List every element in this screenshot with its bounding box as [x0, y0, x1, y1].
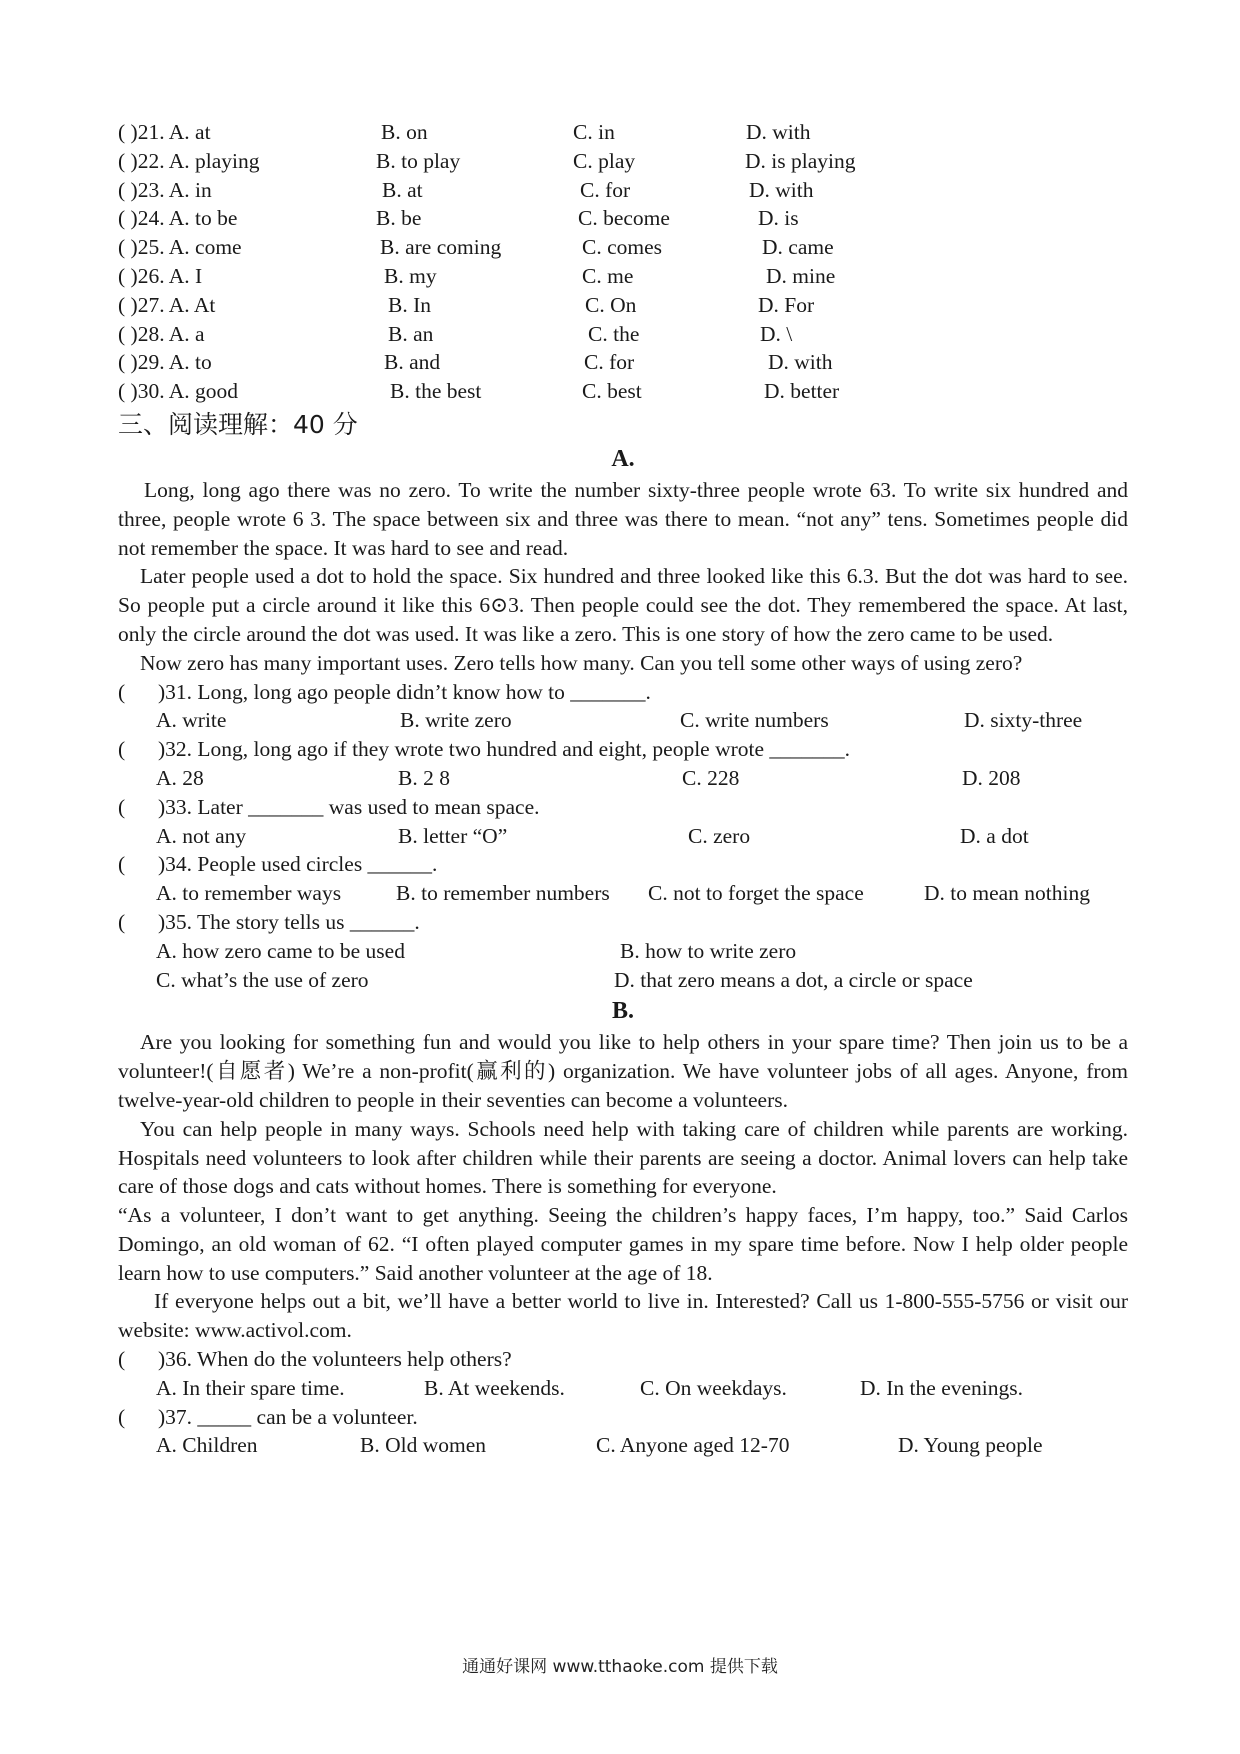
passage-a-paragraph-2: Later people used a dot to hold the space. Six hundred and three looked like this 6.3. But the dot was hard to see. So people put a circle around it like this 6⊙3. Then people could see the dot. They remembered the space. At last, only the circle around the dot was used. It was like a zero. This is one story of how the zero came to be used.	[118, 564, 1128, 646]
cloze-row-28: ( )28. A. a B. an C. the D. \	[118, 321, 793, 346]
question-37-options: A. Children B. Old women C. Anyone aged 12-70 D. Young people	[156, 1433, 1043, 1458]
passage-b-paragraph-1: Are you looking for something fun and would you like to help others in your spare time? Then join us to be a volunteer!(自愿者) We’re a non-profit(赢利的) organization. We have volunteer jobs of all ages. Anyone, from twelve-year-old children to people in their seventies can become a volunteers.	[118, 1030, 1128, 1112]
passage-a-title: A.	[611, 445, 635, 472]
question-33-options: A. not any B. letter “O” C. zero D. a dot	[156, 823, 1029, 848]
question-32-options: A. 28 B. 2 8 C. 228 D. 208	[156, 765, 1021, 790]
passage-b-paragraph-2: You can help people in many ways. Schools need help with taking care of children while parents are working. Hospitals need volunteers to look after children while their parents are seeing a doctor. Animal lovers can help take care of those dogs and cats without homes. There is something for everyone.	[118, 1116, 1128, 1199]
question-37: ( )37. _____ can be a volunteer.	[118, 1404, 418, 1429]
footer-watermark: 通通好课网 www.tthaoke.com 提供下载	[462, 1657, 778, 1677]
passage-b	[118, 994, 1128, 1460]
cloze-row-29: ( )29. A. to B. and C. for D. with	[118, 350, 833, 375]
question-34-options: A. to remember ways B. to remember numbers C. not to forget the space D. to mean nothing	[156, 881, 1091, 906]
passage-b-paragraph-3: “As a volunteer, I don’t want to get anything. Seeing the children’s happy faces, I’m happy, too.” Said Carlos Domingo, an old woman of 62. “I often played computer games in my spare time before. Now I help older people learn how to use computers.” Said another volunteer at the age of 18.	[118, 1203, 1128, 1285]
question-33: ( )33. Later _______ was used to mean space.	[118, 794, 540, 819]
exam-page	[118, 118, 1128, 1460]
cloze-row-23: ( )23. A. in B. at C. for D. with	[118, 177, 814, 202]
question-35: ( )35. The story tells us ______.	[118, 909, 420, 934]
cloze-row-22: ( )22. A. playing B. to play C. play D. is playing	[118, 148, 856, 173]
question-36-options: A. In their spare time. B. At weekends. C. On weekdays. D. In the evenings.	[156, 1375, 1024, 1400]
passage-a	[118, 442, 1128, 994]
cloze-row-26: ( )26. A. I B. my C. me D. mine	[118, 263, 836, 288]
question-31: ( )31. Long, long ago people didn’t know how to _______.	[118, 679, 651, 704]
cloze-row-25: ( )25. A. come B. are coming C. comes D. came	[118, 235, 834, 260]
cloze-options	[118, 118, 1128, 406]
cloze-row-27: ( )27. A. At B. In C. On D. For	[118, 292, 815, 317]
question-35-options-row-1: A. how zero came to be used B. how to write zero	[156, 938, 797, 963]
question-35-options-row-2: C. what’s the use of zero D. that zero means a dot, a circle or space	[156, 967, 973, 992]
cloze-row-30: ( )30. A. good B. the best C. best D. better	[118, 379, 840, 404]
question-31-options: A. write B. write zero C. write numbers D. sixty-three	[156, 708, 1083, 733]
passage-a-paragraph-3: Now zero has many important uses. Zero tells how many. Can you tell some other ways of using zero?	[140, 650, 1023, 675]
question-32: ( )32. Long, long ago if they wrote two hundred and eight, people wrote _______.	[118, 737, 851, 762]
question-34: ( )34. People used circles ______.	[118, 852, 438, 877]
passage-b-title: B.	[611, 998, 634, 1025]
passage-a-paragraph-1: Long, long ago there was no zero. To write the number sixty-three people wrote 63. To write six hundred and three, people wrote 6 3. The space between six and three was there to mean. “not any” tens. Sometimes people did not remember the space. It was hard to see and read.	[118, 477, 1128, 560]
passage-b-paragraph-4: If everyone helps out a bit, we’ll have a better world to live in. Interested? Call us 1-800-555-5756 or visit our website: www.activol.com.	[118, 1289, 1128, 1343]
cloze-row-24: ( )24. A. to be B. be C. become D. is	[118, 206, 799, 231]
cloze-row-21: ( )21. A. at B. on C. in D. with	[118, 120, 811, 144]
question-36: ( )36. When do the volunteers help others?	[118, 1347, 512, 1372]
section-title: 三、阅读理解：40 分	[118, 409, 358, 439]
